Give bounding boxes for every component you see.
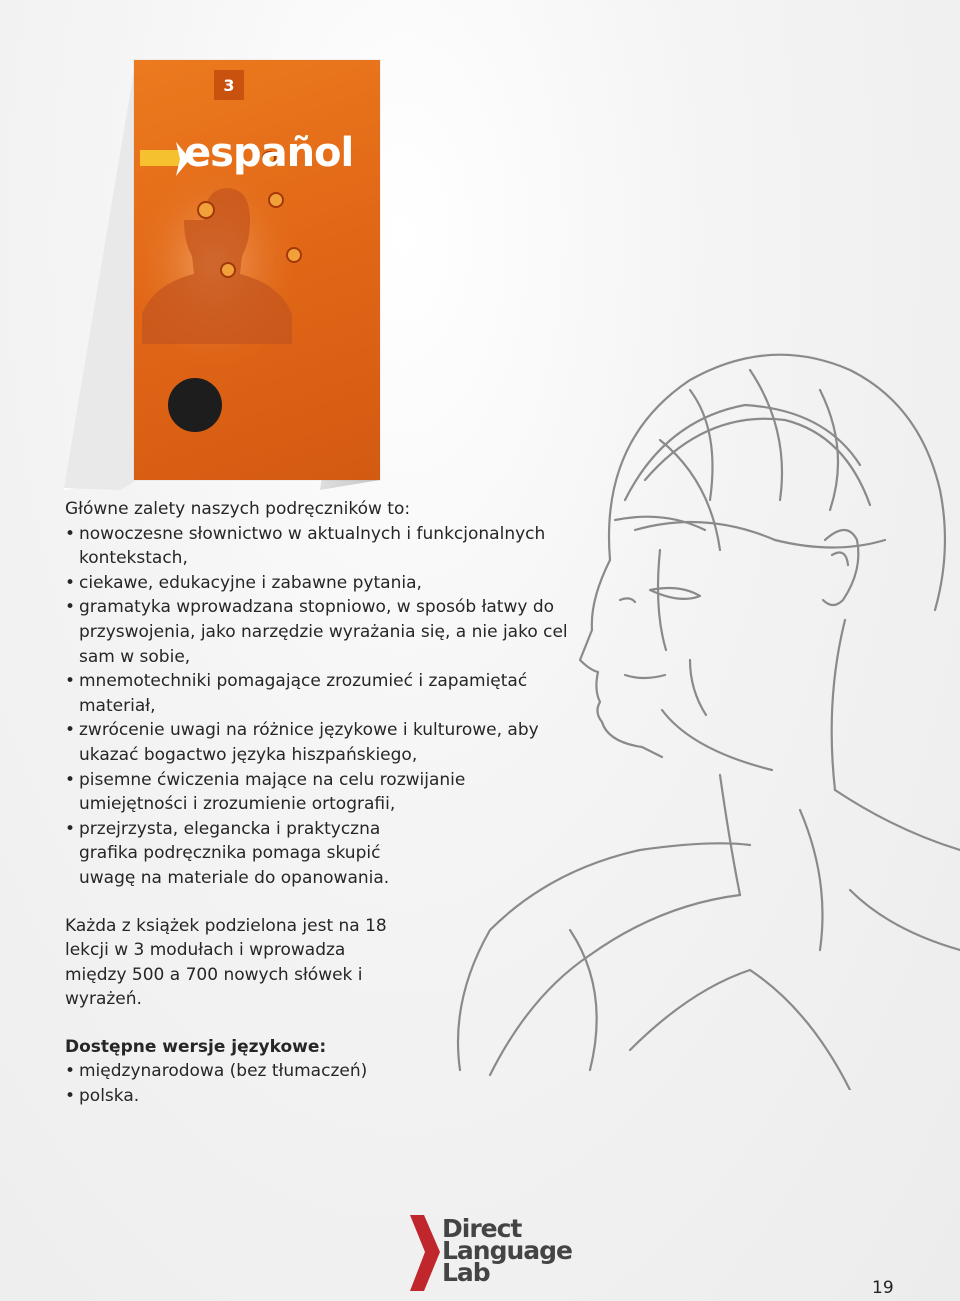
versions-list — [65, 1059, 625, 1108]
features-section — [65, 497, 625, 1109]
list-item: • pisemne ćwiczenia mające na celu rozwijanie umiejętności i zrozumienie ortografii, — [65, 768, 499, 817]
list-item: • zwrócenie uwagi na różnice językowe i kulturowe, aby ukazać bogactwo języka hiszpańskiego, — [65, 718, 569, 767]
book-cover-image — [60, 60, 380, 490]
page-number: 19 — [872, 1278, 894, 1298]
features-list — [65, 522, 625, 891]
volume-number-tab: 3 — [214, 70, 244, 100]
logo-line: Direct — [442, 1214, 522, 1243]
cover-logo-badge — [168, 378, 222, 432]
features-intro: Główne zalety naszych podręczników to: — [65, 499, 411, 519]
list-item: • polska. — [65, 1084, 625, 1109]
list-item: • gramatyka wprowadzana stopniowo, w sposób łatwy do przyswojenia, jako narzędzie wyrażania się, a nie jako cel sam w sobie, — [65, 595, 579, 669]
list-item: • mnemotechniki pomagające zrozumieć i zapamiętać materiał, — [65, 669, 559, 718]
list-item: • ciekawe, edukacyjne i zabawne pytania, — [65, 571, 625, 596]
cover-brand-label — [140, 150, 180, 166]
footer-logo-text — [442, 1214, 573, 1287]
logo-line: Language — [442, 1236, 573, 1265]
course-structure-text: Każda z książek podzielona jest na 18 lekcji w 3 modułach i wprowadza między 500 a 700 nowych słówek i wyrażeń. — [65, 915, 387, 1010]
list-item: • przejrzysta, elegancka i praktyczna grafika podręcznika pomaga skupić uwagę na materiale do opanowania. — [65, 817, 419, 891]
list-item: • nowoczesne słownictwo w aktualnych i funkcjonalnych kontekstach, — [65, 522, 589, 571]
logo-line: Lab — [442, 1258, 490, 1287]
list-item: • międzynarodowa (bez tłumaczeń) — [65, 1059, 625, 1084]
versions-heading: Dostępne wersje językowe: — [65, 1036, 327, 1057]
book-title: español — [184, 130, 354, 176]
